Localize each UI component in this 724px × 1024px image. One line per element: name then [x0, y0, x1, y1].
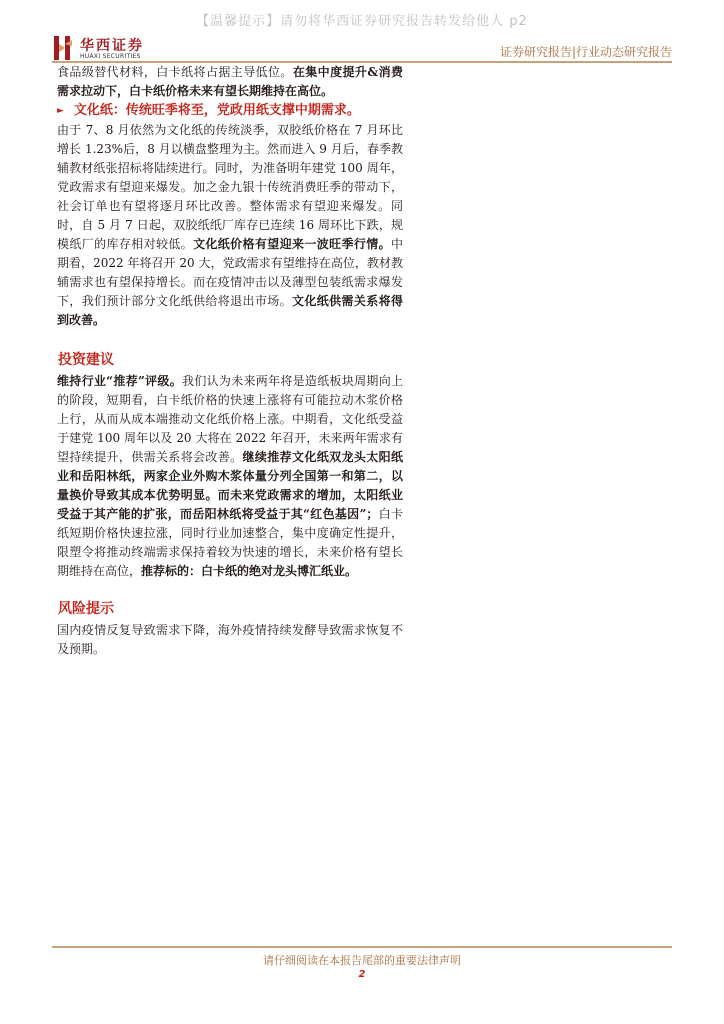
- legal-disclaimer-notice: 请仔细阅读在本报告尾部的重要法律声明: [263, 954, 461, 967]
- emphasis-text: 维持行业“推荐”评级。: [57, 374, 183, 388]
- logo-english-name: HUAXI SECURITIES: [80, 53, 141, 60]
- report-body: [57, 63, 403, 659]
- risk-warning-paragraph: 国内疫情反复导致需求下降，海外疫情持续发酵导致需求恢复不及预期。: [57, 623, 403, 656]
- culture-paper-subheading: [57, 101, 403, 121]
- logo-chinese-name: 华西证券: [80, 38, 144, 54]
- emphasis-text: 在集中度提升&消费需求拉动下，白卡纸价格未来有望长期维持在高位。: [57, 65, 403, 98]
- emphasis-text: 推荐标的：白卡纸的绝对龙头博汇纸业。: [141, 564, 358, 578]
- emphasis-text: 继续推荐文化纸双龙头太阳纸业和岳阳林纸，两家企业外购木浆体量分列全国第一和第二，以量换价导致其成本优势明显。而未来党政需求的增加，太阳纸业受益于其产能的扩张，而岳阳林纸将受益于其“红色基因”；: [57, 450, 403, 521]
- body-text: 白卡纸短期价格快速拉涨，同时行业加速整合，集中度确定性提升，限塑令将推动终端需求保持着较为快速的增长，未来价格有望长期维持在高位，: [57, 507, 403, 578]
- emphasis-text: 文化纸价格有望迎来一波旺季行情。: [193, 237, 391, 251]
- investment-advice-heading: 投资建议: [58, 352, 114, 368]
- whiteboard-conclusion-paragraph: [57, 63, 403, 101]
- page-number: 2: [358, 969, 366, 980]
- subheading-text: 文化纸：传统旺季将至，党政用纸支撑中期需求。: [73, 103, 360, 118]
- investment-advice-paragraph: [57, 372, 403, 581]
- body-text: 食品级替代材料，白卡纸将占据主导低位。: [57, 65, 293, 79]
- body-text: 中期看，2022 年将召开 20 大，党政需求有望维持在高位，教材教辅需求也有望保持增长。而在疫情冲击以及薄型包装纸需求爆发下，我们预计部分文化纸供给将退出市场。: [57, 237, 403, 308]
- report-category: 证券研究报告|行业动态研究报告: [499, 45, 672, 59]
- huaxi-logo-icon: [52, 34, 74, 62]
- body-text: 我们认为未来两年将是造纸板块周期向上的阶段，短期看，白卡纸价格的快速上涨将有可能拉动木浆价格上行，从而从成本端推动文化纸价格上涨。中期看，文化纸受益于建党 100 周年以及 20 大将在 2022 年召开，未来两年需求有望持续提升，供需关系将会改善。: [57, 374, 403, 464]
- triangle-bullet-icon: ►: [57, 106, 64, 116]
- watermark-text: 【温馨提示】请勿将华西证券研究报告转发给他人 p2: [196, 14, 528, 29]
- culture-paper-paragraph: [57, 121, 403, 330]
- emphasis-text: 文化纸供需关系将得到改善。: [57, 294, 403, 327]
- body-text: 由于 7、8 月依然为文化纸的传统淡季，双胶纸价格在 7 月环比增长 1.23%后，8 月以横盘整理为主。然而进入 9 月后，春季教辅教材纸张招标将陆续进行。同时，为准备明年建党 100 周年，党政需求有望迎来爆发。加之金九银十传统消费旺季的带动下，社会订单也有望将逐月环比改善。整体需求有望迎来爆发。同时，自 5 月 7 日起，双胶纸纸厂库存已连续 16 周环比下跌，规模纸厂的库存相对较低。: [57, 123, 403, 251]
- footer-divider: [52, 946, 672, 948]
- risk-warning-heading: 风险提示: [58, 601, 114, 617]
